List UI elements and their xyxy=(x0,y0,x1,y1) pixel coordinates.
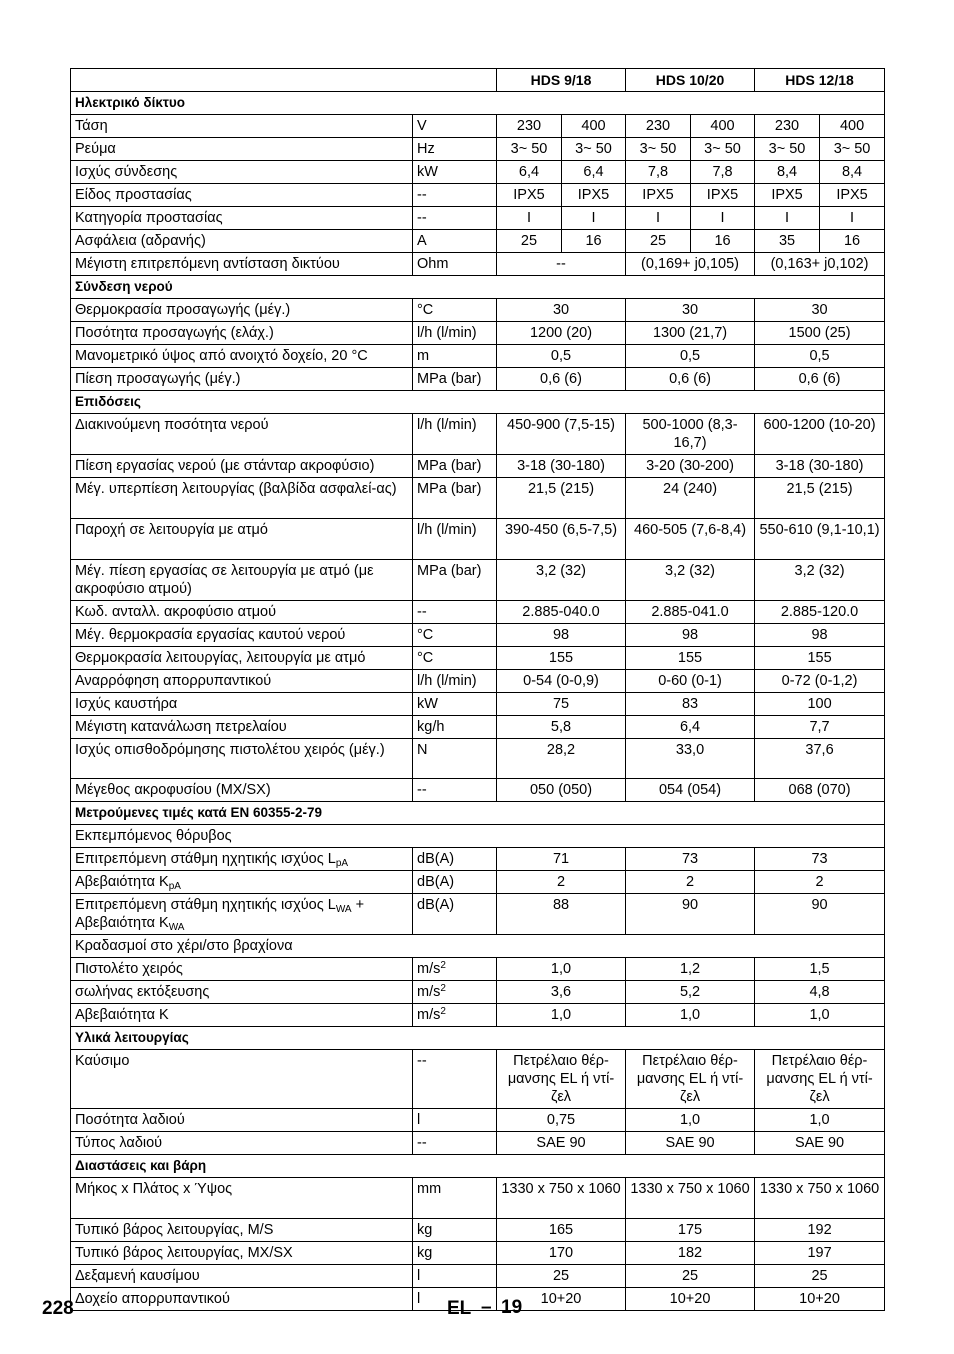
table-row xyxy=(71,1219,885,1242)
cell: 25 xyxy=(755,1265,885,1288)
cell: 230 xyxy=(626,115,691,138)
table-row xyxy=(71,478,885,519)
cell: 3,2 (32) xyxy=(497,560,626,601)
row-label: Πιστολέτο χειρός xyxy=(71,958,413,981)
cell: 400 xyxy=(562,115,626,138)
section-row xyxy=(71,802,885,825)
cell: Πετρέλαιο θέρ-μανσης EL ή ντί-ζελ xyxy=(626,1050,755,1109)
row-label: Ποσότητα προσαγωγής (ελάχ.) xyxy=(71,322,413,345)
section-page-number: 19 xyxy=(501,1297,523,1318)
row-label: Διακινούμενη ποσότητα νερού xyxy=(71,414,413,455)
cell: 2.885-041.0 xyxy=(626,601,755,624)
model-header: HDS 12/18 xyxy=(755,69,885,92)
table-row xyxy=(71,981,885,1004)
row-unit: N xyxy=(413,739,497,779)
row-label: Τάση xyxy=(71,115,413,138)
cell: 3,6 xyxy=(497,981,626,1004)
row-label: Μέγ. υπερπίεση λειτουργίας (βαλβίδα ασφαλεί-ας) xyxy=(71,478,413,519)
header-row xyxy=(71,69,885,92)
cell: 7,7 xyxy=(755,716,885,739)
row-label: Πίεση εργασίας νερού (με στάνταρ ακροφύσιο) xyxy=(71,455,413,478)
cell: I xyxy=(755,207,820,230)
row-unit: l xyxy=(413,1288,497,1311)
row-label: Τυπικό βάρος λειτουργίας, M/S xyxy=(71,1219,413,1242)
cell: 550-610 (9,1-10,1) xyxy=(755,519,885,560)
cell: 1500 (25) xyxy=(755,322,885,345)
cell: 1330 x 750 x 1060 xyxy=(497,1178,626,1219)
cell: 30 xyxy=(497,299,626,322)
cell: 1300 (21,7) xyxy=(626,322,755,345)
table-row xyxy=(71,935,885,958)
table-row xyxy=(71,253,885,276)
row-unit: kW xyxy=(413,161,497,184)
cell: (0,169+ j0,105) xyxy=(626,253,755,276)
cell: 5,2 xyxy=(626,981,755,1004)
cell: 175 xyxy=(626,1219,755,1242)
table-row xyxy=(71,519,885,560)
cell: 21,5 (215) xyxy=(497,478,626,519)
row-unit: MPa (bar) xyxy=(413,478,497,519)
row-label: Αβεβαιότητα K xyxy=(71,1004,413,1027)
table-row xyxy=(71,1242,885,1265)
table-row xyxy=(71,1132,885,1155)
cell: 1,0 xyxy=(755,1109,885,1132)
row-label: Θερμοκρασία λειτουργίας, λειτουργία με ατμό xyxy=(71,647,413,670)
cell: 2 xyxy=(497,871,626,894)
model-header: HDS 9/18 xyxy=(497,69,626,92)
cell: 83 xyxy=(626,693,755,716)
cell: 16 xyxy=(820,230,885,253)
cell: 0,5 xyxy=(755,345,885,368)
section-title: Επιδόσεις xyxy=(71,391,885,414)
cell: 230 xyxy=(755,115,820,138)
cell: 24 (240) xyxy=(626,478,755,519)
cell: 71 xyxy=(497,848,626,871)
row-label: Μήκος x Πλάτος x Ύψος xyxy=(71,1178,413,1219)
row-label: Μανομετρικό ύψος από ανοιχτό δοχείο, 20 °C xyxy=(71,345,413,368)
section-row xyxy=(71,391,885,414)
row-unit: -- xyxy=(413,207,497,230)
cell: SAE 90 xyxy=(626,1132,755,1155)
table-row xyxy=(71,1288,885,1311)
cell: 050 (050) xyxy=(497,779,626,802)
row-label: Ισχύς σύνδεσης xyxy=(71,161,413,184)
cell: 28,2 xyxy=(497,739,626,779)
row-label: Κωδ. ανταλλ. ακροφύσιο ατμού xyxy=(71,601,413,624)
row-unit: MPa (bar) xyxy=(413,455,497,478)
cell: 3,2 (32) xyxy=(626,560,755,601)
cell: 2 xyxy=(626,871,755,894)
row-label: Μέγεθος ακροφυσίου (MX/SX) xyxy=(71,779,413,802)
table-row xyxy=(71,1265,885,1288)
row-unit: l/h (l/min) xyxy=(413,670,497,693)
cell: 75 xyxy=(497,693,626,716)
row-unit: -- xyxy=(413,184,497,207)
cell: 88 xyxy=(497,894,626,935)
row-unit: dB(A) xyxy=(413,894,497,935)
cell: IPX5 xyxy=(562,184,626,207)
cell: 170 xyxy=(497,1242,626,1265)
row-unit: kW xyxy=(413,693,497,716)
cell: 450-900 (7,5-15) xyxy=(497,414,626,455)
row-label: Πίεση προσαγωγής (μέγ.) xyxy=(71,368,413,391)
cell: 10+20 xyxy=(626,1288,755,1311)
cell: I xyxy=(497,207,562,230)
table-row xyxy=(71,345,885,368)
cell: 1330 x 750 x 1060 xyxy=(755,1178,885,1219)
row-label: Κατηγορία προστασίας xyxy=(71,207,413,230)
row-unit: -- xyxy=(413,1050,497,1109)
row-label: Τύπος λαδιού xyxy=(71,1132,413,1155)
cell: 1200 (20) xyxy=(497,322,626,345)
cell: 2 xyxy=(755,871,885,894)
cell: 98 xyxy=(626,624,755,647)
table-row xyxy=(71,779,885,802)
row-label: Ισχύς οπισθοδρόμησης πιστολέτου χειρός (μέγ.) xyxy=(71,739,413,779)
cell: 25 xyxy=(497,230,562,253)
table-row xyxy=(71,161,885,184)
cell: 2.885-120.0 xyxy=(755,601,885,624)
cell: 35 xyxy=(755,230,820,253)
cell: IPX5 xyxy=(497,184,562,207)
table-row xyxy=(71,1109,885,1132)
cell: 3~ 50 xyxy=(562,138,626,161)
cell: 10+20 xyxy=(497,1288,626,1311)
cell: I xyxy=(691,207,755,230)
row-unit: A xyxy=(413,230,497,253)
cell: 0-72 (0-1,2) xyxy=(755,670,885,693)
cell: 98 xyxy=(497,624,626,647)
table-row xyxy=(71,1004,885,1027)
cell: 3~ 50 xyxy=(755,138,820,161)
cell: 1,0 xyxy=(497,958,626,981)
table-row xyxy=(71,184,885,207)
cell: 0,75 xyxy=(497,1109,626,1132)
row-label: Αβεβαιότητα $K_{pA}$ xyxy=(71,871,413,894)
cell: 30 xyxy=(626,299,755,322)
section-row xyxy=(71,92,885,115)
cell: 6,4 xyxy=(562,161,626,184)
row-unit: Hz xyxy=(413,138,497,161)
table-row xyxy=(71,693,885,716)
cell: 0,5 xyxy=(626,345,755,368)
row-unit: kg xyxy=(413,1242,497,1265)
cell: 7,8 xyxy=(691,161,755,184)
table-row xyxy=(71,739,885,779)
row-label: Ποσότητα λαδιού xyxy=(71,1109,413,1132)
row-label: Αναρρόφηση απορρυπαντικού xyxy=(71,670,413,693)
model-header: HDS 10/20 xyxy=(626,69,755,92)
cell: 3~ 50 xyxy=(626,138,691,161)
cell: 3-20 (30-200) xyxy=(626,455,755,478)
cell: 500-1000 (8,3-16,7) xyxy=(626,414,755,455)
cell: 155 xyxy=(755,647,885,670)
cell: (0,163+ j0,102) xyxy=(755,253,885,276)
row-label: Εκπεμπόμενος θόρυβος xyxy=(71,825,885,848)
row-unit: l/h (l/min) xyxy=(413,519,497,560)
cell: 230 xyxy=(497,115,562,138)
cell: 8,4 xyxy=(755,161,820,184)
row-unit: kg/h xyxy=(413,716,497,739)
table-row xyxy=(71,414,885,455)
cell: 100 xyxy=(755,693,885,716)
row-label: Μέγιστη κατανάλωση πετρελαίου xyxy=(71,716,413,739)
table-row xyxy=(71,560,885,601)
row-label: Ρεύμα xyxy=(71,138,413,161)
section-title: Υλικά λειτουργίας xyxy=(71,1027,885,1050)
cell: 4,8 xyxy=(755,981,885,1004)
row-unit: V xyxy=(413,115,497,138)
table-row xyxy=(71,455,885,478)
cell: 6,4 xyxy=(626,716,755,739)
cell: SAE 90 xyxy=(755,1132,885,1155)
technical-data-table xyxy=(70,68,885,1311)
table-row xyxy=(71,1178,885,1219)
row-unit: l/h (l/min) xyxy=(413,322,497,345)
cell: 25 xyxy=(626,230,691,253)
row-unit: $m/s^2$ xyxy=(413,1004,497,1027)
row-unit: dB(A) xyxy=(413,871,497,894)
row-unit: °C xyxy=(413,624,497,647)
section-title: Διαστάσεις και βάρη xyxy=(71,1155,885,1178)
cell: I xyxy=(626,207,691,230)
page-number: 228 xyxy=(42,1298,74,1319)
cell: 3~ 50 xyxy=(497,138,562,161)
cell: 0-60 (0-1) xyxy=(626,670,755,693)
cell: 1,0 xyxy=(626,1004,755,1027)
cell: 3~ 50 xyxy=(691,138,755,161)
cell: IPX5 xyxy=(755,184,820,207)
row-unit: MPa (bar) xyxy=(413,560,497,601)
section-row xyxy=(71,1155,885,1178)
cell: 400 xyxy=(691,115,755,138)
page-dash: – xyxy=(481,1297,492,1318)
cell: 3-18 (30-180) xyxy=(755,455,885,478)
cell: 73 xyxy=(755,848,885,871)
cell: 3~ 50 xyxy=(820,138,885,161)
cell: 6,4 xyxy=(497,161,562,184)
row-label: Δοχείο απορρυπαντικού xyxy=(71,1288,413,1311)
table-row xyxy=(71,230,885,253)
table-row xyxy=(71,958,885,981)
row-unit: l xyxy=(413,1265,497,1288)
row-unit: $m/s^2$ xyxy=(413,958,497,981)
row-unit: kg xyxy=(413,1219,497,1242)
cell: 460-505 (7,6-8,4) xyxy=(626,519,755,560)
table-row xyxy=(71,322,885,345)
row-unit: -- xyxy=(413,779,497,802)
row-unit: Ohm xyxy=(413,253,497,276)
table-row xyxy=(71,871,885,894)
cell: 16 xyxy=(562,230,626,253)
cell: 192 xyxy=(755,1219,885,1242)
row-unit: -- xyxy=(413,601,497,624)
cell: 0,6 (6) xyxy=(755,368,885,391)
cell: 2.885-040.0 xyxy=(497,601,626,624)
table-row xyxy=(71,647,885,670)
cell: 25 xyxy=(626,1265,755,1288)
row-label: Παροχή σε λειτουργία με ατμό xyxy=(71,519,413,560)
cell: 1,0 xyxy=(626,1109,755,1132)
table-row xyxy=(71,894,885,935)
cell: -- xyxy=(497,253,626,276)
row-label: σωλήνας εκτόξευσης xyxy=(71,981,413,1004)
section-title: Μετρούμενες τιμές κατά EN 60355-2-79 xyxy=(71,802,885,825)
cell: I xyxy=(562,207,626,230)
cell: 068 (070) xyxy=(755,779,885,802)
table-row xyxy=(71,368,885,391)
cell: 1330 x 750 x 1060 xyxy=(626,1178,755,1219)
row-label: Θερμοκρασία προσαγωγής (μέγ.) xyxy=(71,299,413,322)
row-label: Μέγ. θερμοκρασία εργασίας καυτού νερού xyxy=(71,624,413,647)
cell: 90 xyxy=(755,894,885,935)
cell: 25 xyxy=(497,1265,626,1288)
cell: 197 xyxy=(755,1242,885,1265)
cell: 98 xyxy=(755,624,885,647)
cell: 8,4 xyxy=(820,161,885,184)
table-row xyxy=(71,601,885,624)
section-title: Σύνδεση νερού xyxy=(71,276,885,299)
row-unit: °C xyxy=(413,647,497,670)
row-label: Μέγ. πίεση εργασίας σε λειτουργία με ατμό (με ακροφύσιο ατμού) xyxy=(71,560,413,601)
cell: 10+20 xyxy=(755,1288,885,1311)
cell: 155 xyxy=(626,647,755,670)
cell: Πετρέλαιο θέρ-μανσης EL ή ντί-ζελ xyxy=(497,1050,626,1109)
row-label: Καύσιμο xyxy=(71,1050,413,1109)
cell: 600-1200 (10-20) xyxy=(755,414,885,455)
row-unit: l/h (l/min) xyxy=(413,414,497,455)
row-label: Ασφάλεια (αδρανής) xyxy=(71,230,413,253)
cell: 1,5 xyxy=(755,958,885,981)
table-row xyxy=(71,624,885,647)
cell: 400 xyxy=(820,115,885,138)
table-row xyxy=(71,115,885,138)
cell: IPX5 xyxy=(626,184,691,207)
table-row xyxy=(71,848,885,871)
cell: 3-18 (30-180) xyxy=(497,455,626,478)
row-label: Τυπικό βάρος λειτουργίας, MX/SX xyxy=(71,1242,413,1265)
row-label: Μέγιστη επιτρεπόμενη αντίσταση δικτύου xyxy=(71,253,413,276)
cell: 155 xyxy=(497,647,626,670)
section-row xyxy=(71,1027,885,1050)
table-row xyxy=(71,207,885,230)
table-row xyxy=(71,138,885,161)
row-unit: °C xyxy=(413,299,497,322)
cell: 0,5 xyxy=(497,345,626,368)
cell: 1,0 xyxy=(497,1004,626,1027)
cell: SAE 90 xyxy=(497,1132,626,1155)
cell: IPX5 xyxy=(691,184,755,207)
row-unit: $m/s^2$ xyxy=(413,981,497,1004)
row-label: Επιτρεπόμενη στάθμη ηχητικής ισχύος $L_{WA} + A\beta\varepsilon\beta\alpha\iota ό\tau\eta\tau\alpha$ $K_{WA}$ xyxy=(71,894,413,935)
cell: 054 (054) xyxy=(626,779,755,802)
cell: 37,6 xyxy=(755,739,885,779)
cell: 73 xyxy=(626,848,755,871)
row-unit: mm xyxy=(413,1178,497,1219)
row-unit: -- xyxy=(413,1132,497,1155)
cell: 90 xyxy=(626,894,755,935)
cell: 21,5 (215) xyxy=(755,478,885,519)
row-label: Κραδασμοί στο χέρι/στο βραχίονα xyxy=(71,935,885,958)
section-row xyxy=(71,276,885,299)
cell: I xyxy=(820,207,885,230)
cell: 165 xyxy=(497,1219,626,1242)
row-label: Είδος προστασίας xyxy=(71,184,413,207)
cell: 182 xyxy=(626,1242,755,1265)
cell: 0,6 (6) xyxy=(626,368,755,391)
cell: 33,0 xyxy=(626,739,755,779)
row-unit: l xyxy=(413,1109,497,1132)
table-row xyxy=(71,1050,885,1109)
cell: 16 xyxy=(691,230,755,253)
cell: 3,2 (32) xyxy=(755,560,885,601)
table-row xyxy=(71,670,885,693)
cell: 390-450 (6,5-7,5) xyxy=(497,519,626,560)
cell: 1,2 xyxy=(626,958,755,981)
cell: 7,8 xyxy=(626,161,691,184)
cell: 0,6 (6) xyxy=(497,368,626,391)
row-unit: MPa (bar) xyxy=(413,368,497,391)
row-label: Δεξαμενή καυσίμου xyxy=(71,1265,413,1288)
cell: 5,8 xyxy=(497,716,626,739)
table-row xyxy=(71,716,885,739)
row-unit: dB(A) xyxy=(413,848,497,871)
row-unit: m xyxy=(413,345,497,368)
cell: IPX5 xyxy=(820,184,885,207)
cell: 1,0 xyxy=(755,1004,885,1027)
cell: Πετρέλαιο θέρ-μανσης EL ή ντί-ζελ xyxy=(755,1050,885,1109)
table-row xyxy=(71,299,885,322)
cell: 30 xyxy=(755,299,885,322)
row-label: Επιτρεπόμενη στάθμη ηχητικής ισχύος $L_{pA}$ xyxy=(71,848,413,871)
table-row xyxy=(71,825,885,848)
section-title: Ηλεκτρικό δίκτυο xyxy=(71,92,885,115)
row-label: Ισχύς καυστήρα xyxy=(71,693,413,716)
cell: 0-54 (0-0,9) xyxy=(497,670,626,693)
language-code: EL xyxy=(447,1298,472,1319)
